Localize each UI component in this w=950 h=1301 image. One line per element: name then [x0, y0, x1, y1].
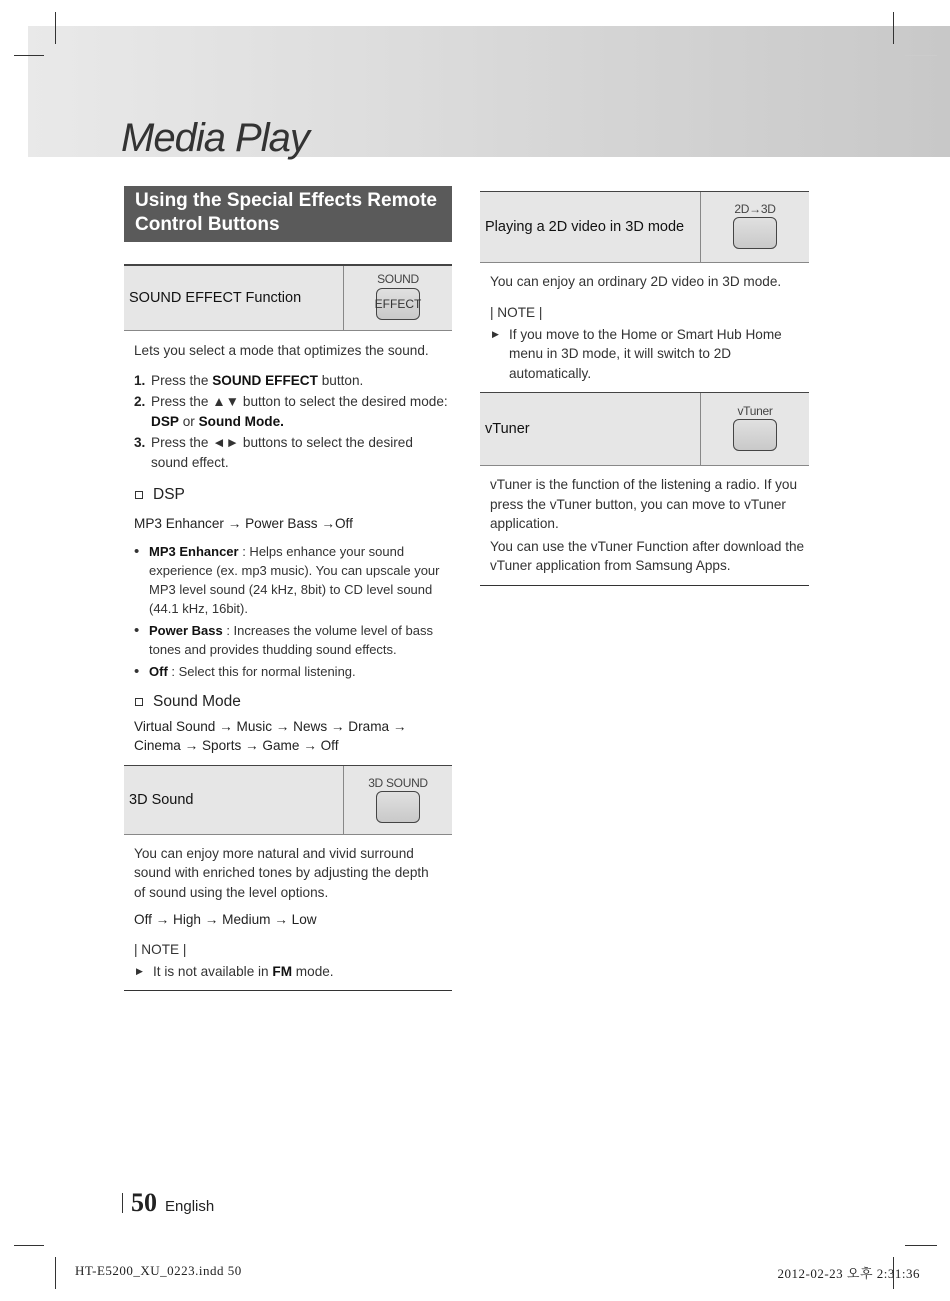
bullet-text [149, 542, 448, 618]
page-title: Media Play [121, 116, 309, 160]
step-text-bold: SOUND EFFECT [212, 372, 318, 388]
triangle-right-icon: ▶ [136, 965, 143, 976]
sound-effect-button-cell [343, 266, 452, 330]
bullet-icon [134, 621, 149, 659]
note-text: If you move to the Home or Smart Hub Home menu in 3D mode, it will switch to 2D automatically. [509, 326, 782, 381]
vtuner-remote-button [733, 419, 777, 451]
3d-sound-sequence: Off → High → Medium → Low [134, 912, 317, 927]
step-text-part: Press the ▲▼ button to select the desired mode: [151, 394, 448, 409]
sound-effect-intro: Lets you select a mode that optimizes the sound. [134, 343, 429, 358]
sound-effect-function-box [124, 264, 452, 331]
section-heading: Using the Special Effects Remote Control Buttons [124, 186, 452, 242]
dsp-heading-text: DSP [153, 486, 185, 503]
crop-mark [14, 55, 44, 56]
2d-to-3d-remote-button [733, 217, 777, 249]
2d-to-3d-intro: You can enjoy an ordinary 2D video in 3D mode. [490, 274, 782, 289]
bullet-desc: : Increases the volume level of bass tones and provides thudding sound effects. [149, 622, 433, 657]
3d-sound-intro: You can enjoy more natural and vivid surround sound with enriched tones by adjusting the depth of sound using the level options. [134, 845, 429, 900]
note-item [124, 962, 452, 982]
step-item [134, 433, 448, 472]
dsp-bullet-list [124, 542, 452, 681]
3d-sound-section [124, 844, 452, 992]
step-number: 2. [134, 394, 146, 409]
note-text [153, 962, 334, 982]
triangle-right-icon: ▶ [492, 328, 499, 339]
note-item [480, 325, 809, 384]
2d-to-3d-button-cell [700, 192, 809, 262]
dsp-sequence: MP3 Enhancer → Power Bass →Off [134, 516, 353, 531]
vtuner-para-2: You can use the vTuner Function after download the vTuner application from Samsung Apps. [490, 538, 805, 573]
note-text-bold: FM [272, 963, 293, 979]
bullet-desc: : Helps enhance your sound experience (ex. mp3 music). You can upscale your MP3 level sound (24 kHz, 8bit) to CD level sound (44.1 kHz, 16bit). [149, 543, 440, 616]
step-text [151, 371, 363, 391]
bullet-icon [134, 662, 149, 681]
note-text-part: mode. [292, 963, 334, 979]
bullet-text [149, 662, 356, 681]
bullet-text [149, 621, 448, 659]
bullet-term: Off [149, 663, 168, 679]
left-column [124, 186, 452, 991]
note-text-part: It is not available in [153, 963, 273, 979]
sound-effect-remote-button: EFFECT [376, 288, 420, 320]
crop-mark [905, 1245, 937, 1246]
3d-sound-remote-button [376, 791, 420, 823]
step-number: 3. [134, 435, 146, 450]
crop-mark [55, 1257, 56, 1289]
step-text-bold: DSP [151, 413, 179, 429]
2d-to-3d-function-box [480, 191, 809, 263]
vtuner-button-label: vTuner [737, 404, 773, 418]
crop-mark [55, 12, 56, 44]
crop-mark [905, 55, 937, 56]
vtuner-button-cell [700, 393, 809, 465]
3d-sound-title: 3D Sound [129, 791, 194, 808]
list-item [134, 542, 448, 618]
step-text-part: or [178, 413, 199, 429]
crop-mark [893, 12, 894, 44]
checkbox-square-icon [135, 491, 143, 499]
dsp-heading [124, 486, 452, 504]
crop-mark [14, 1245, 44, 1246]
3d-sound-function-box [124, 765, 452, 835]
footer-date-info: 2012-02-23 오후 2:31:36 [777, 1266, 920, 1281]
2d-to-3d-title: Playing a 2D video in 3D mode [485, 219, 685, 235]
step-text-part: Press the [151, 372, 213, 388]
list-item [134, 621, 448, 659]
vtuner-section [480, 475, 809, 586]
vtuner-para-1: vTuner is the function of the listening a radio. If you press the vTuner button, you can move to vTuner application. [490, 477, 798, 531]
sound-effect-button-label: SOUND [377, 272, 419, 286]
step-number: 1. [134, 372, 146, 388]
step-text-part: button. [317, 372, 364, 388]
sound-mode-heading [124, 693, 452, 711]
note-heading: | NOTE | [490, 304, 543, 320]
step-text-bold: Sound Mode. [198, 413, 284, 429]
sound-effect-steps [124, 371, 452, 473]
page-number-value: 50 [131, 1188, 157, 1217]
bullet-term: MP3 Enhancer [149, 543, 239, 559]
sound-mode-heading-text: Sound Mode [153, 692, 241, 710]
vtuner-title: vTuner [485, 421, 530, 437]
sound-effect-title: SOUND EFFECT Function [129, 290, 302, 306]
page-number [122, 1188, 214, 1218]
3d-sound-button-label: 3D SOUND [368, 775, 428, 790]
bullet-icon [134, 542, 149, 618]
bullet-term: Power Bass [149, 622, 223, 638]
page-language: English [165, 1198, 215, 1215]
vtuner-function-box [480, 392, 809, 466]
step-text [151, 392, 448, 431]
3d-sound-button-cell [343, 766, 452, 834]
sound-mode-sequence: Virtual Sound → Music → News → Drama → Cinema → Sports → Game → Off [134, 718, 407, 753]
checkbox-square-icon [135, 698, 143, 706]
step-text: Press the ◄► buttons to select the desired sound effect. [151, 435, 413, 470]
right-column [480, 191, 809, 586]
step-item [134, 371, 448, 391]
step-item [134, 392, 448, 431]
page-number-divider [122, 1193, 123, 1213]
2d-to-3d-button-label: 2D→3D [734, 202, 776, 216]
footer-file-info: HT-E5200_XU_0223.indd 50 [75, 1263, 242, 1278]
note-heading: | NOTE | [134, 941, 187, 957]
bullet-desc: : Select this for normal listening. [167, 663, 356, 679]
list-item [134, 662, 448, 681]
